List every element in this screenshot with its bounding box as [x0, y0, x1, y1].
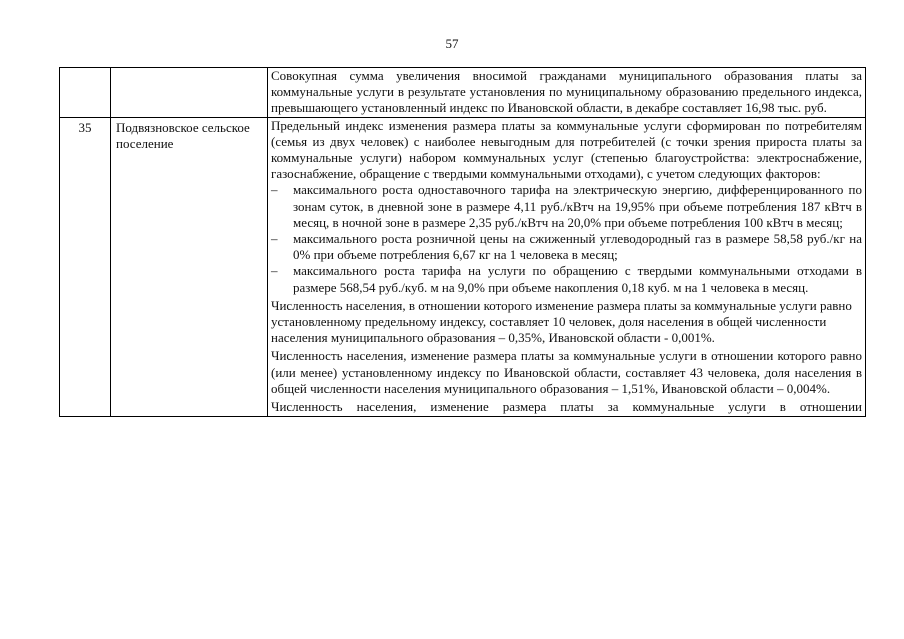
- row-number-cell: [60, 68, 111, 118]
- dash-marker: –: [271, 231, 278, 247]
- bullet-item: [271, 231, 862, 263]
- bullet-text: максимального роста одноставочного тарифа на электрическую энергию, дифференцированного по зонам суток, в дневной зоне в размере 4,11 руб./кВтч на 19,95% при объеме потребления 187 кВтч в месяц, в ночной зоне в размере 2,35 руб./кВтч на 20,0% при объеме потребления 100 кВтч в месяц;: [293, 182, 862, 230]
- document-table: [59, 67, 866, 417]
- paragraph: Численность населения, в отношении которого изменение размера платы за коммунальные услуги равно установленному предельному индексу, составляет 10 человек, доля населения в общей численности населения муниципального образования – 0,35%, Ивановской области - 0,001%.: [271, 297, 852, 346]
- municipality-name-cell: [111, 68, 268, 118]
- description-cell: [268, 68, 866, 118]
- description-cell: [268, 117, 866, 417]
- row-number-cell: 35: [60, 117, 111, 417]
- intro-paragraph: Предельный индекс изменения размера платы за коммунальные услуги сформирован по потребителям (семья из двух человек) с наиболее невыгодным для потребителей (с точки зрения прироста платы за коммунальные услуги) набором коммунальных услуг (степенью благоустройства: электроснабжение, газоснабжение, обращение с твердыми коммунальными отходами), с учетом следующих факторов:: [271, 117, 862, 182]
- paragraph: Совокупная сумма увеличения вносимой гражданами муниципального образования платы за коммунальные услуги в результате установления по муниципальному образованию предельного индекса, превышающего установленный индекс по Ивановской области, в декабре составляет 16,98 тыс. руб.: [271, 68, 862, 116]
- dash-marker: –: [271, 182, 278, 198]
- bullet-item: [271, 263, 862, 295]
- municipality-name-cell: Подвязновское сельское поселение: [111, 117, 268, 417]
- paragraph: Численность населения, изменение размера платы за коммунальные услуги в отношении которого равно (или менее) установленному индексу по Ивановской области, составляет 43 человека, доля населения в общей численности населения муниципального образования – 1,51%, Ивановской области – 0,004%.: [271, 348, 862, 396]
- table-row: [60, 68, 866, 118]
- table-row: [60, 117, 866, 417]
- bullet-text: максимального роста тарифа на услуги по обращению с твердыми коммунальными отходами в размере 568,54 руб./куб. м на 9,0% при объеме накопления 0,18 куб. м на 1 человека в месяц.: [293, 263, 862, 295]
- page-number: 57: [445, 36, 459, 51]
- bullet-text: максимального роста розничной цены на сжиженный углеводородный газ в размере 58,58 руб./кг на 0% при объеме потребления 6,67 кг на 1 человека в месяц;: [293, 231, 862, 263]
- paragraph: Численность населения, изменение размера платы за коммунальные услуги в отношении: [271, 399, 862, 415]
- bullet-item: [271, 182, 862, 231]
- dash-marker: –: [271, 263, 278, 279]
